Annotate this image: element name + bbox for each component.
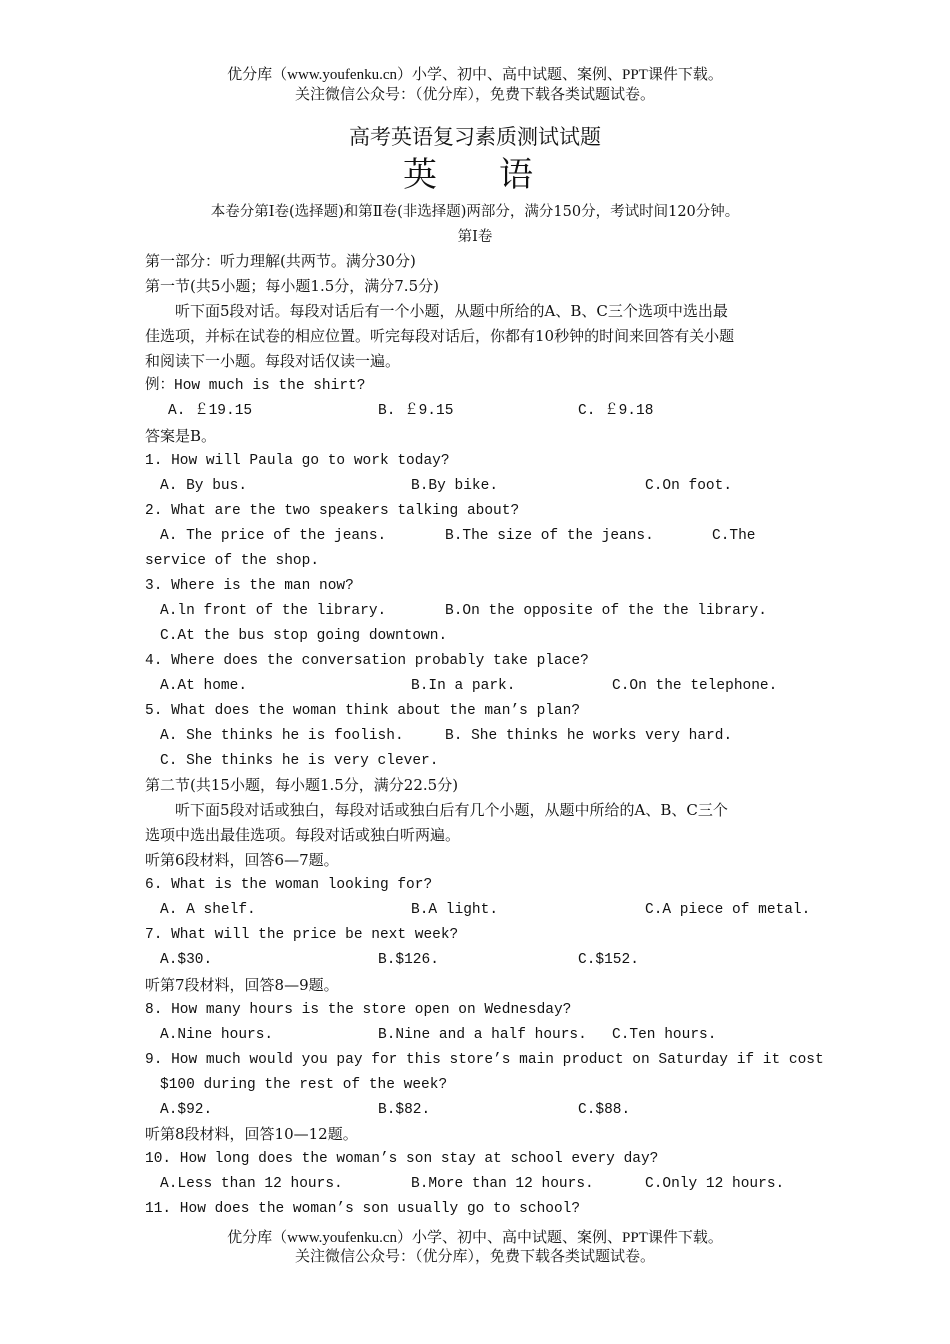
question-10: 10. How long does the woman’s son stay at school every day? xyxy=(145,1151,659,1167)
q4-option-c: C.On the telephone. xyxy=(612,678,778,694)
section-2-instruction-2: 选项中选出最佳选项。每段对话或独白听两遍。 xyxy=(145,826,461,844)
example-option-c: C. ￡9.18 xyxy=(578,403,654,419)
q1-option-c: C.On foot. xyxy=(645,478,733,494)
section-2-instruction-1: 听下面5段对话或独白，每段对话或独白后有几个小题，从题中所给的A、B、C三个 xyxy=(145,801,728,819)
q10-option-c: C.Only 12 hours. xyxy=(645,1176,785,1192)
question-9: 9. How much would you pay for this store’s main product on Saturday if it cost xyxy=(145,1052,824,1068)
q4-option-a: A.At home. xyxy=(160,678,248,694)
q1-option-b: B.By bike. xyxy=(411,478,499,494)
material-6-heading: 听第6段材料，回答6—7题。 xyxy=(145,851,339,869)
q8-option-c: C.Ten hours. xyxy=(612,1027,717,1043)
q3-option-c: C.At the bus stop going downtown. xyxy=(160,628,448,644)
section-1-instruction-3: 和阅读下一小题。每段对话仅读一遍。 xyxy=(145,352,401,370)
question-4: 4. Where does the conversation probably take place? xyxy=(145,653,589,669)
q8-option-b: B.Nine and a half hours. xyxy=(378,1027,587,1043)
question-7: 7. What will the price be next week? xyxy=(145,927,459,943)
section-1-heading: 第一节(共5小题；每小题1.5分，满分7.5分) xyxy=(145,277,439,295)
question-1: 1. How will Paula go to work today? xyxy=(145,453,450,469)
q7-option-c: C.$152. xyxy=(578,952,639,968)
q6-option-b: B.A light. xyxy=(411,902,499,918)
q6-option-a: A. A shelf. xyxy=(160,902,256,918)
q9-option-c: C.$88. xyxy=(578,1102,631,1118)
q10-option-a: A.Less than 12 hours. xyxy=(160,1176,343,1192)
header-line-2: 关注微信公众号：（优分库），免费下载各类试题试卷。 xyxy=(294,87,655,103)
question-11: 11. How does the woman’s son usually go to school? xyxy=(145,1201,581,1217)
question-3: 3. Where is the man now? xyxy=(145,578,354,594)
exam-title: 高考英语复习素质测试试题 xyxy=(349,125,601,149)
subject-title: 英 语 xyxy=(403,155,547,195)
q7-option-b: B.$126. xyxy=(378,952,439,968)
material-8-heading: 听第8段材料，回答10—12题。 xyxy=(145,1125,358,1143)
section-1-instruction-1: 听下面5段对话。每段对话后有一个小题，从题中所给的A、B、C三个选项中选出最 xyxy=(145,302,728,320)
q8-option-a: A.Nine hours. xyxy=(160,1027,274,1043)
q7-option-a: A.$30. xyxy=(160,952,213,968)
material-7-heading: 听第7段材料，回答8—9题。 xyxy=(145,976,339,994)
q3-option-b: B.On the opposite of the the library. xyxy=(445,603,767,619)
header-line-1: 优分库（www.youfenku.cn）小学、初中、高中试题、案例、PPT课件下载。 xyxy=(227,67,723,83)
q2-option-a: A. The price of the jeans. xyxy=(160,528,387,544)
question-2: 2. What are the two speakers talking about? xyxy=(145,503,520,519)
example-option-a: A. ￡19.15 xyxy=(168,403,253,419)
q1-option-a: A. By bus. xyxy=(160,478,248,494)
q4-option-b: B.In a park. xyxy=(411,678,516,694)
example-answer: 答案是B。 xyxy=(145,427,217,445)
question-6: 6. What is the woman looking for? xyxy=(145,877,433,893)
q2-option-c: C.The xyxy=(712,528,756,544)
question-9-continued: $100 during the rest of the week? xyxy=(160,1077,448,1093)
q9-option-b: B.$82. xyxy=(378,1102,431,1118)
section-2-heading: 第二节(共15小题，每小题1.5分，满分22.5分) xyxy=(145,776,459,794)
volume-heading: 第Ⅰ卷 xyxy=(457,229,493,245)
q9-option-a: A.$92. xyxy=(160,1102,213,1118)
q5-option-c: C. She thinks he is very clever. xyxy=(160,753,439,769)
q10-option-b: B.More than 12 hours. xyxy=(411,1176,594,1192)
q6-option-c: C.A piece of metal. xyxy=(645,902,811,918)
exam-intro: 本卷分第Ⅰ卷(选择题)和第Ⅱ卷(非选择题)两部分，满分150分，考试时间120分钟。 xyxy=(210,204,740,220)
question-5: 5. What does the woman think about the man’s plan? xyxy=(145,703,581,719)
example-option-b: B. ￡9.15 xyxy=(378,403,454,419)
section-1-instruction-2: 佳选项，并标在试卷的相应位置。听完每段对话后，你都有10秒钟的时间来回答有关小题 xyxy=(145,327,735,345)
q2-option-c-continued: service of the shop. xyxy=(145,553,320,569)
footer-line-1: 优分库（www.youfenku.cn）小学、初中、高中试题、案例、PPT课件下载。 xyxy=(227,1230,723,1246)
question-8: 8. How many hours is the store open on Wednesday? xyxy=(145,1002,572,1018)
q5-option-a: A. She thinks he is foolish. xyxy=(160,728,404,744)
example-question: 例：How much is the shirt? xyxy=(145,378,366,394)
q3-option-a: A.ln front of the library. xyxy=(160,603,387,619)
q5-option-b: B. She thinks he works very hard. xyxy=(445,728,733,744)
part-1-heading: 第一部分：听力理解(共两节。满分30分) xyxy=(145,252,416,270)
q2-option-b: B.The size of the jeans. xyxy=(445,528,654,544)
footer-line-2: 关注微信公众号：（优分库），免费下载各类试题试卷。 xyxy=(294,1249,655,1265)
